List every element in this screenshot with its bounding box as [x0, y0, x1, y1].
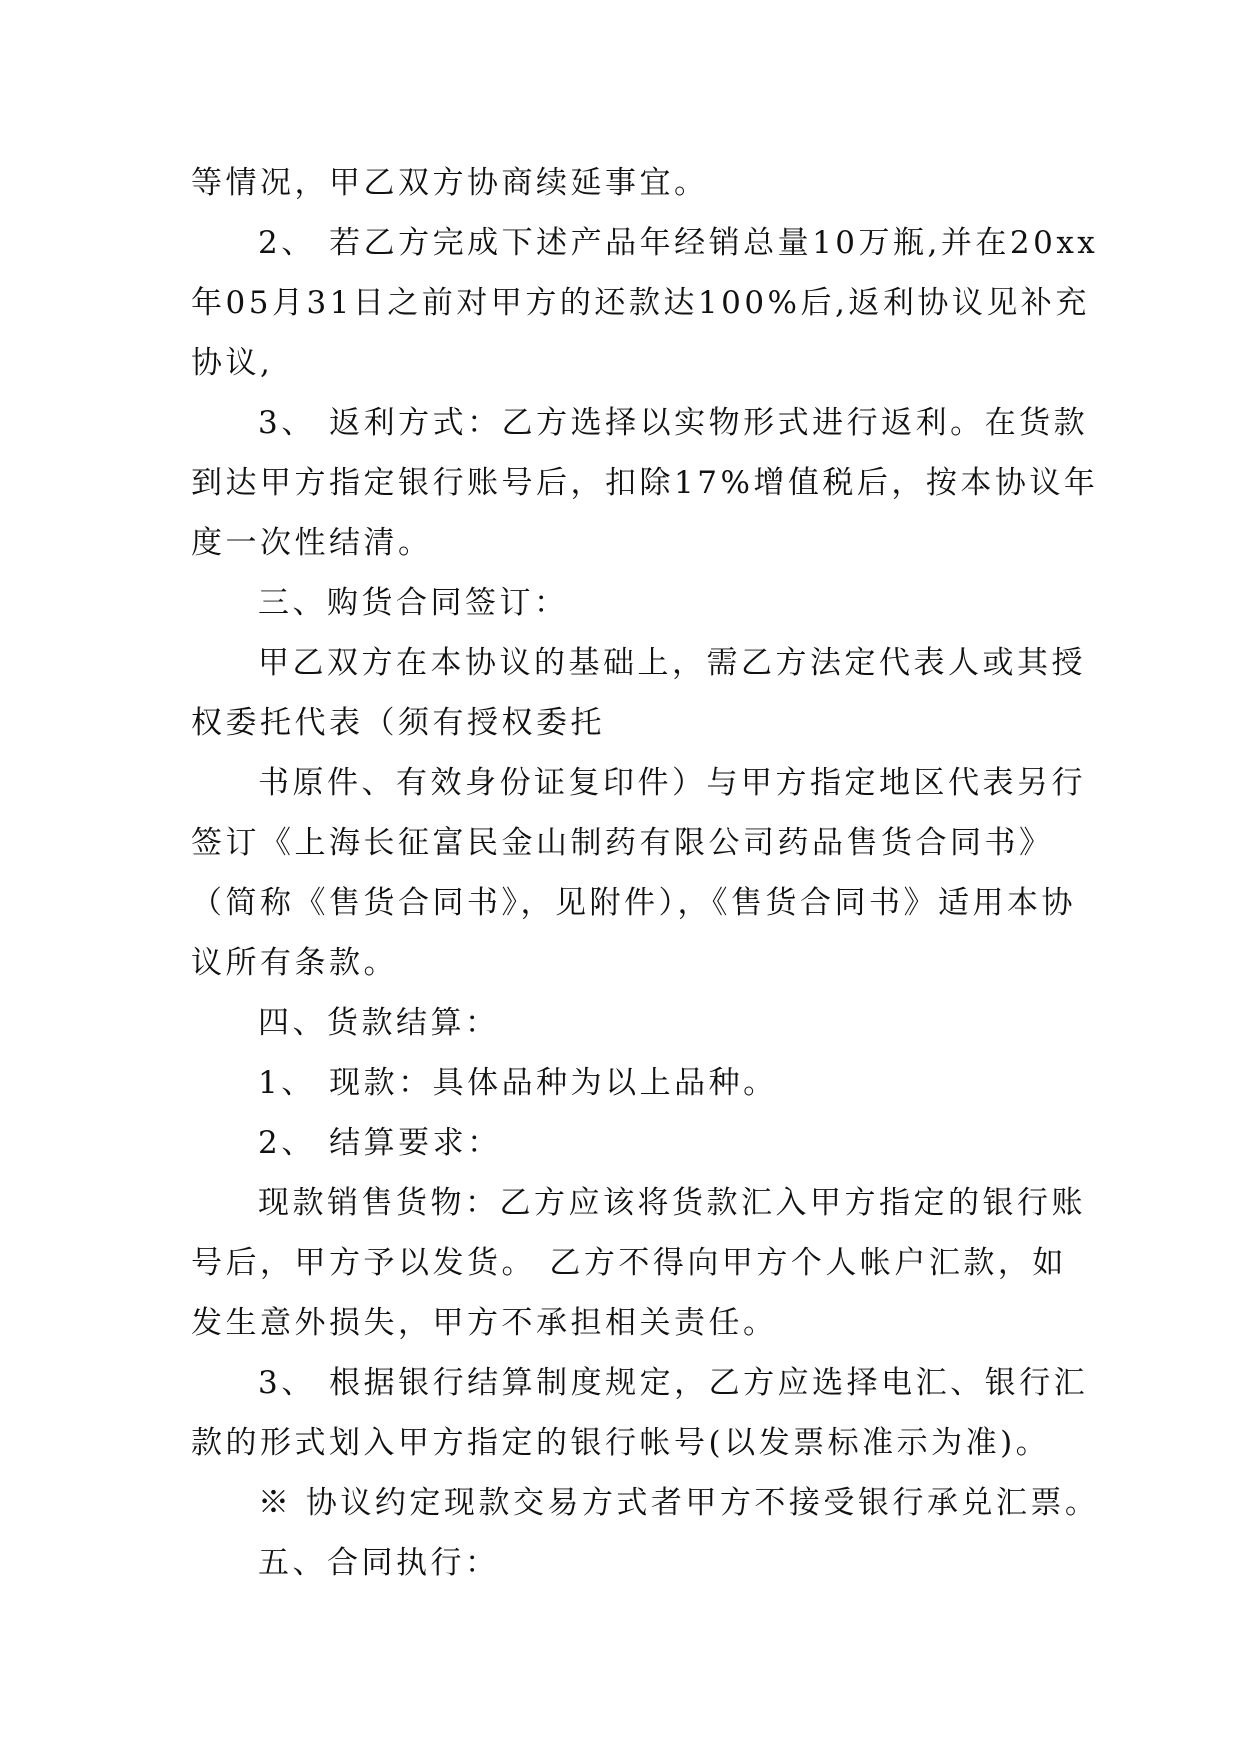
text-line: 到达甲方指定银行账号后，扣除17%增值税后，按本协议年 — [191, 465, 1099, 501]
text-line: 权委托代表（须有授权委托 — [191, 705, 605, 741]
text-line: 协议, — [191, 345, 274, 381]
text-line: 甲乙双方在本协议的基础上，需乙方法定代表人或其授 — [258, 645, 1086, 681]
section-heading: 五、合同执行： — [258, 1545, 500, 1581]
note-line: ※ 协议约定现款交易方式者甲方不接受银行承兑汇票。 — [258, 1485, 1100, 1521]
text-line: 年05月31日之前对甲方的还款达100%后,返利协议见补充 — [191, 285, 1090, 321]
text-line: 号后，甲方予以发货。 乙方不得向甲方个人帐户汇款，如 — [191, 1245, 1067, 1281]
text-line: 议所有条款。 — [191, 945, 398, 981]
text-line: （简称《售货合同书》，见附件），《售货合同书》适用本协 — [191, 885, 1076, 921]
text-line: 书原件、有效身份证复印件）与甲方指定地区代表另行 — [258, 765, 1086, 801]
text-line: 1、 现款：具体品种为以上品种。 — [258, 1065, 778, 1101]
text-line: 等情况，甲乙双方协商续延事宜。 — [191, 165, 709, 201]
text-line: 2、 结算要求： — [258, 1125, 502, 1161]
section-heading: 四、货款结算： — [258, 1005, 500, 1041]
text-line: 现款销售货物：乙方应该将货款汇入甲方指定的银行账 — [258, 1185, 1086, 1221]
text-line: 3、 返利方式：乙方选择以实物形式进行返利。在货款 — [258, 405, 1089, 441]
text-line: 2、 若乙方完成下述产品年经销总量10万瓶,并在20xx — [258, 225, 1099, 261]
text-line: 度一次性结清。 — [191, 525, 433, 561]
section-heading: 三、购货合同签订： — [258, 585, 569, 621]
text-line: 签订《上海长征富民金山制药有限公司药品售货合同书》 — [191, 825, 1054, 861]
text-line: 发生意外损失，甲方不承担相关责任。 — [191, 1305, 778, 1341]
text-line: 款的形式划入甲方指定的银行帐号(以发票标准示为准)。 — [191, 1425, 1051, 1461]
text-line: 3、 根据银行结算制度规定，乙方应选择电汇、银行汇 — [258, 1365, 1089, 1401]
